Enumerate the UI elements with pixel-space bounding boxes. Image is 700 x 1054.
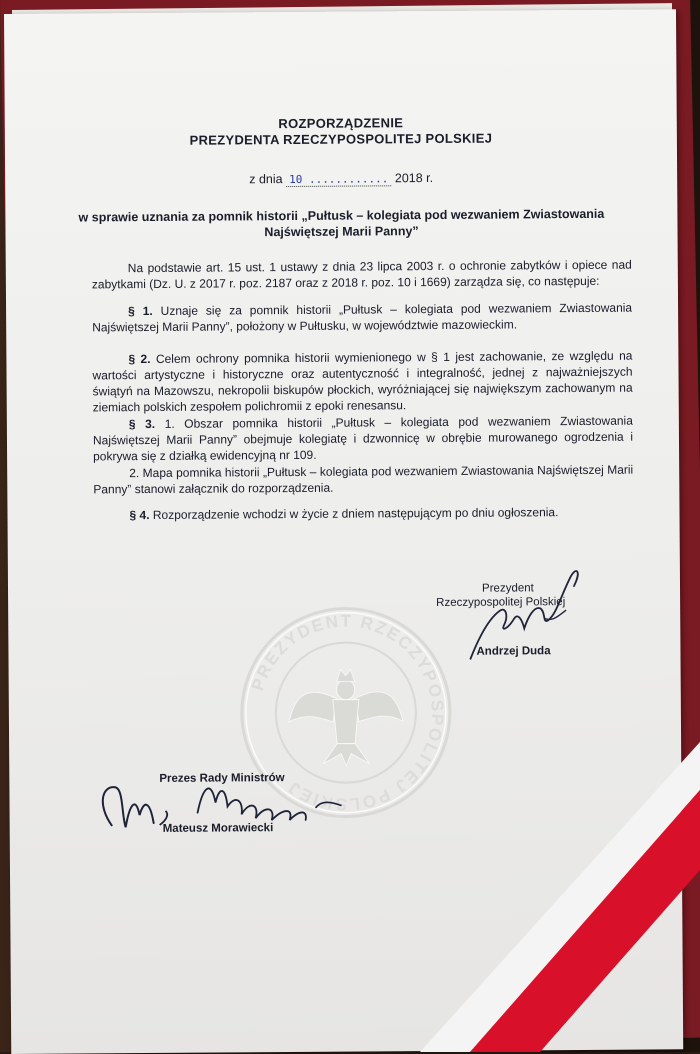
president-title-line2: Rzeczypospolitej Polskiej [436,596,566,609]
prime-minister-name: Mateusz Morawiecki [162,822,274,835]
president-name: Andrzej Duda [476,645,551,658]
prime-minister-title: Prezes Rady Ministrów [159,772,285,785]
paragraph-3-item-2: 2. Mapa pomnika historii „Pułtusk – kolegiata pod wezwaniem Zwiastowania Najświętszej Marii Panny” stanowi załącznik do rozporządzenia. [93,462,634,497]
date-handwritten: 10 ............ [286,172,391,187]
paragraph-4-text: Rozporządzenie wchodzi w życie z dniem następującym po dniu ogłoszenia. [152,505,559,522]
paragraph-3-label: § 3. [128,416,156,432]
date-prefix: z dnia [249,172,283,187]
paragraph-1-label: § 1. [128,303,153,319]
subject-line2: Najświętszej Marii Panny” [264,224,419,240]
subject-line1: w sprawie uznania za pomnik historii „Pułtusk – kolegiata pod wezwaniem Zwiastowania [78,206,605,225]
paragraph-1-text: Uznaje się za pomnik historii „Pułtusk – kolegiata pod wezwaniem Zwiastowania Najświętszej Marii Panny”, położony w Pułtusku, w województwie mazowieckim. [92,300,633,335]
date-suffix: 2018 r. [394,171,434,186]
document-title-line1: ROZPORZĄDZENIE [278,115,404,132]
paragraph-4-label: § 4. [129,507,150,523]
legal-basis-paragraph: Na podstawie art. 15 ust. 1 ustawy z dnia 23 lipca 2003 r. o ochronie zabytków i opiece nad zabytkami (Dz. U. z 2017 r. poz. 2187 oraz z 2018 r. poz. 10 i 1669) zarządza się, co następuje: [91,257,632,292]
paragraph-2-label: § 2. [128,351,151,367]
president-title-line1: Prezydent [481,582,534,595]
paragraph-2-text: Celem ochrony pomnika historii wymienionego w § 1 jest zachowanie, ze względu na wartości artystyczne i historyczne oraz autentyczność i integralność, jednej z najważniejszych świątyń na Mazowszu, nekropolii biskupów płockich, wyróżniającej się największym zachowanym na ziemiach polskich zespołem polichromii z epoki renesansu. [92,348,633,415]
document-title-line2: PREZYDENTA RZECZYPOSPOLITEJ POLSKIEJ [189,130,493,148]
paragraph-3-text: 1. Obszar pomnika historii „Pułtusk – kolegiata pod wezwaniem Zwiastowania Najświętszej Marii Panny” obejmuje kolegiatę i dzwonnicę w obrębie murowanego ogrodzenia i pokrywa się z działką ewidencyjną nr 109. [92,413,634,464]
seal-text: PREZYDENT RZECZYPOSPOLITEJ POLSKIEJ [247,611,448,814]
